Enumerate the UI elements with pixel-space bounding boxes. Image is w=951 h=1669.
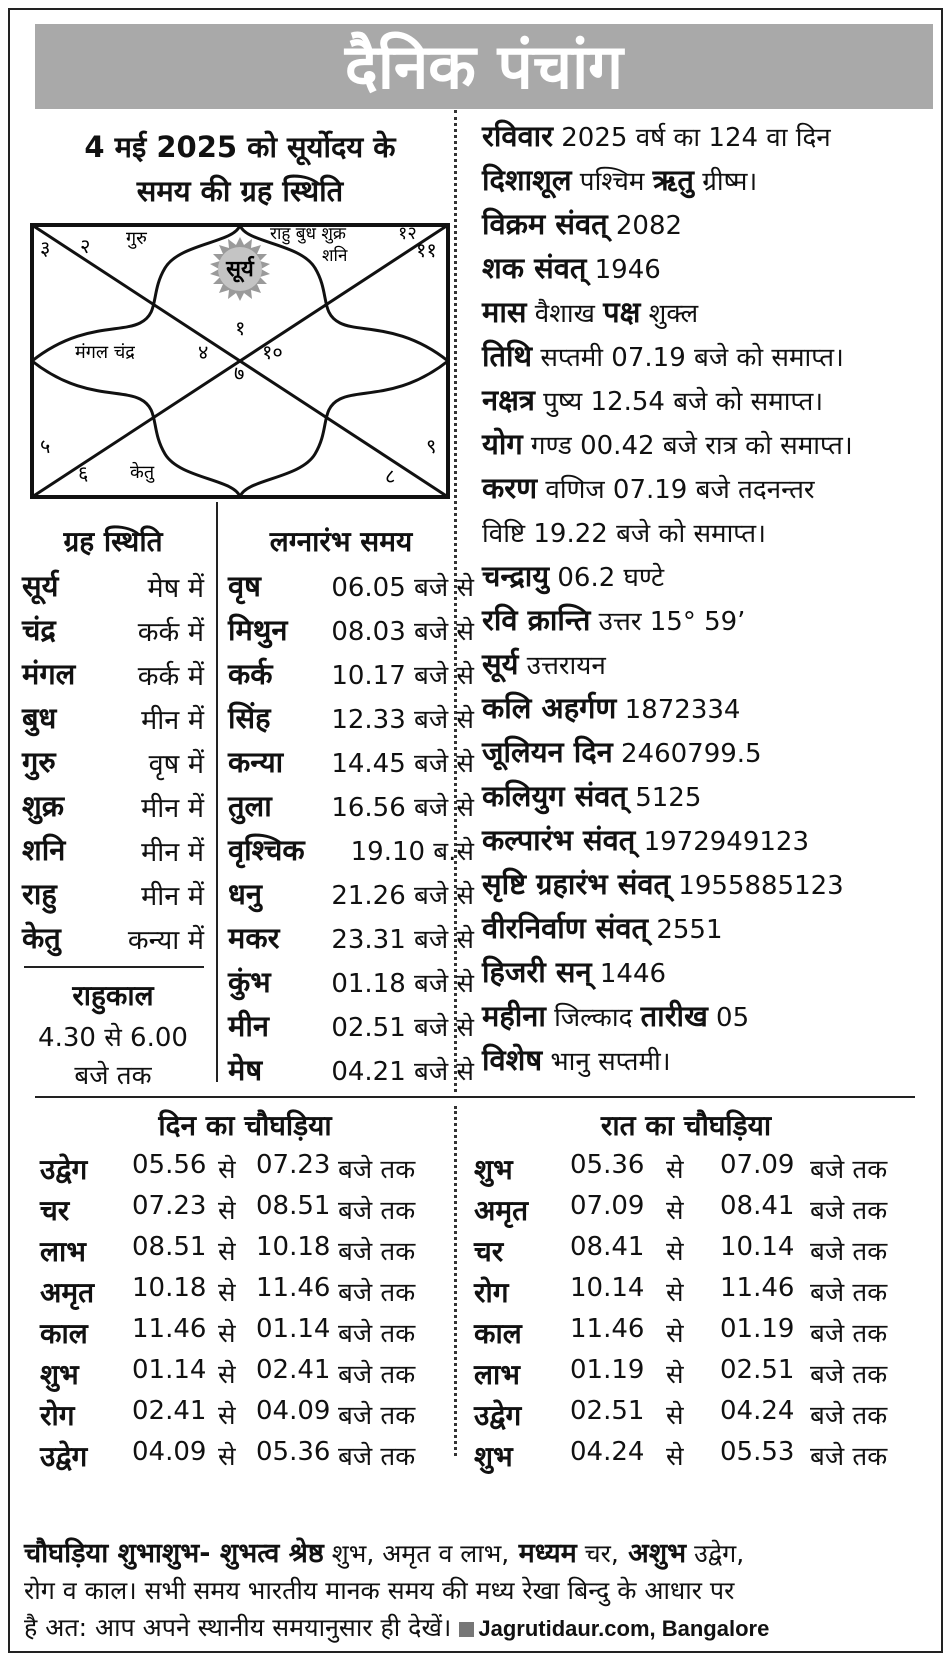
chogh-se: से — [218, 1360, 236, 1390]
chart-title-line2: समय की ग्रह स्थिति — [136, 174, 344, 208]
chogh-from: 04.09 — [132, 1437, 207, 1467]
night-choghadiya-row — [474, 1273, 924, 1313]
chogh-to: 04.09 — [256, 1396, 331, 1426]
grah-sign: कर्क में — [137, 661, 204, 692]
info-key: विशेष — [482, 1043, 543, 1077]
info-key: रविवार — [482, 119, 553, 153]
info-value: 2025 वर्ष का 124 वा दिन — [553, 123, 831, 153]
grah-name: बुध — [22, 701, 57, 735]
grah-sign: मीन में — [141, 705, 204, 736]
chogh-tak: बजे तक — [338, 1442, 416, 1472]
planet-house4: मंगल चंद्र — [75, 342, 135, 363]
day-choghadiya-row — [40, 1396, 450, 1436]
footer-lead: चौघड़िया शुभाशुभ- — [24, 1538, 211, 1569]
grah-sign: मीन में — [141, 837, 204, 868]
grah-row — [22, 742, 204, 787]
lagna-name: कुंभ — [228, 965, 271, 999]
info-value-2: शुक्ल — [640, 299, 699, 329]
info-row — [482, 422, 943, 468]
lagna-row — [228, 962, 474, 1007]
chogh-name: शुभ — [40, 1358, 79, 1391]
chogh-tak: बजे तक — [338, 1196, 416, 1226]
info-row — [482, 686, 943, 732]
footer-mid-text: चर, — [576, 1539, 619, 1568]
info-value: 1872334 — [616, 695, 741, 725]
info-key: तिथि — [482, 339, 533, 373]
lagna-time: 01.18 बजे से — [331, 969, 474, 999]
footer-credit: Jagrutidaur.com, Bangalore — [478, 1616, 770, 1641]
lagna-name: सिंह — [228, 701, 271, 735]
chogh-to: 02.41 — [256, 1355, 331, 1385]
chogh-from: 05.36 — [570, 1150, 645, 1180]
info-key-2: ऋतु — [652, 163, 694, 197]
chogh-to: 11.46 — [720, 1273, 795, 1303]
lagna-name: कन्या — [228, 745, 284, 779]
rahukaal-suffix: बजे तक — [74, 1061, 152, 1091]
info-value: पुष्य 12.54 बजे को समाप्त। — [534, 387, 824, 417]
info-key: विक्रम संवत् — [482, 207, 608, 241]
info-value-2: ग्रीष्म। — [693, 167, 758, 197]
chogh-from: 08.51 — [132, 1232, 207, 1262]
grah-sthiti-heading: ग्रह स्थिति — [63, 525, 163, 558]
chogh-se: से — [666, 1401, 684, 1431]
house-number-8: ८ — [385, 464, 396, 488]
house-number-10: १० — [262, 340, 283, 364]
chogh-to: 10.14 — [720, 1232, 795, 1262]
lagna-name: कर्क — [228, 657, 273, 691]
info-row — [482, 642, 943, 688]
chogh-se: से — [218, 1155, 236, 1185]
info-value: 1446 — [591, 959, 667, 989]
grah-sign: कन्या में — [127, 925, 204, 956]
footer-best-text: शुभ, अमृत व लाभ, — [323, 1539, 510, 1568]
chogh-name: उद्वेग — [40, 1440, 88, 1473]
info-key: करण — [482, 471, 538, 505]
chogh-tak: बजे तक — [338, 1360, 416, 1390]
chogh-name: काल — [40, 1317, 88, 1350]
grah-sign: मीन में — [141, 881, 204, 912]
info-value: भानु सप्तमी। — [542, 1047, 671, 1077]
info-value-2: 05 — [707, 1003, 750, 1033]
info-value: सप्तमी 07.19 बजे को समाप्त। — [532, 343, 844, 373]
night-choghadiya-row — [474, 1232, 924, 1272]
info-row — [482, 906, 943, 952]
house-number-1: १ — [235, 316, 246, 340]
day-choghadiya-row — [40, 1437, 450, 1477]
grah-name: शनि — [22, 833, 66, 867]
lagna-name: मेष — [228, 1053, 263, 1087]
chogh-tak: बजे तक — [810, 1401, 888, 1431]
house-number-3: ३ — [40, 236, 51, 260]
chogh-se: से — [666, 1319, 684, 1349]
info-key: महीना — [482, 999, 546, 1033]
lagna-time: 10.17 बजे से — [331, 661, 474, 691]
footer-bad-text: उद्वेग, — [686, 1539, 745, 1568]
info-row — [482, 378, 943, 424]
lagna-time: 04.21 बजे से — [331, 1057, 474, 1087]
info-row — [482, 994, 943, 1040]
info-key: कल्पारंभ संवत् — [482, 823, 636, 857]
night-choghadiya-row — [474, 1396, 924, 1436]
chogh-from: 08.41 — [570, 1232, 645, 1262]
lagna-name: मिथुन — [228, 613, 288, 647]
grah-row — [22, 566, 204, 611]
info-key: योग — [482, 427, 523, 461]
house-number-9: ९ — [426, 434, 437, 458]
chogh-to: 07.23 — [256, 1150, 331, 1180]
panchang-page — [8, 8, 943, 1653]
house-number-5: ५ — [40, 434, 51, 458]
lagna-row — [228, 1006, 474, 1051]
chogh-name: चर — [40, 1194, 70, 1227]
day-choghadiya-row — [40, 1314, 450, 1354]
chogh-se: से — [218, 1319, 236, 1349]
chogh-to: 02.51 — [720, 1355, 795, 1385]
info-value: 1955885123 — [670, 871, 844, 901]
info-key: सृष्टि ग्रहारंभ संवत् — [482, 867, 671, 901]
lagna-row — [228, 566, 474, 611]
lagna-time: 14.45 बजे से — [331, 749, 474, 779]
planet-house2: गुरु — [126, 228, 147, 249]
lagna-name: वृष — [228, 569, 261, 603]
lagna-time: 06.05 बजे से — [331, 573, 474, 603]
chogh-from: 02.51 — [570, 1396, 645, 1426]
info-row — [482, 114, 943, 160]
grah-row — [22, 830, 204, 875]
grah-row — [22, 874, 204, 919]
grah-sign: मीन में — [141, 793, 204, 824]
chogh-to: 01.19 — [720, 1314, 795, 1344]
lagna-time: 19.10 ब.से — [350, 837, 474, 867]
chogh-se: से — [218, 1196, 236, 1226]
choghadiya-vertical-divider — [454, 1106, 457, 1456]
chogh-se: से — [666, 1196, 684, 1226]
chogh-from: 07.23 — [132, 1191, 207, 1221]
lagna-time: 08.03 बजे से — [331, 617, 474, 647]
chogh-tak: बजे तक — [810, 1155, 888, 1185]
chogh-tak: बजे तक — [338, 1401, 416, 1431]
info-row — [482, 730, 943, 776]
grah-sign: वृष में — [148, 749, 204, 780]
info-value: 2460799.5 — [612, 739, 762, 769]
grah-name: केतु — [22, 921, 61, 955]
rahukaal-heading: राहुकाल — [72, 979, 154, 1012]
chogh-se: से — [218, 1442, 236, 1472]
chogh-from: 01.14 — [132, 1355, 207, 1385]
house-number-4: ४ — [198, 340, 209, 364]
chogh-name: उद्वेग — [474, 1399, 522, 1432]
grah-name: मंगल — [22, 657, 76, 691]
lagna-name: तुला — [228, 789, 272, 823]
info-value: पश्चिम — [571, 167, 653, 197]
square-bullet-icon — [459, 1622, 474, 1637]
chogh-se: से — [218, 1401, 236, 1431]
grah-name: चंद्र — [22, 613, 56, 647]
chogh-name: शुभ — [474, 1153, 513, 1186]
info-key: हिजरी सन् — [482, 955, 592, 989]
info-key: कलियुग संवत् — [482, 779, 627, 813]
chogh-from: 05.56 — [132, 1150, 207, 1180]
grah-name: राहु — [22, 877, 57, 911]
chogh-tak: बजे तक — [338, 1237, 416, 1267]
grah-sign: कर्क में — [137, 617, 204, 648]
info-value: 1946 — [586, 255, 661, 285]
info-value: 06.2 घण्टे — [549, 563, 665, 593]
info-value: 2082 — [607, 211, 683, 241]
info-row — [482, 774, 943, 820]
info-value: वैशाख — [526, 299, 604, 329]
chogh-name: लाभ — [474, 1358, 520, 1391]
lagna-name: वृश्चिक — [228, 833, 305, 867]
chart-title-line1: 4 मई 2025 को सूर्योदय के — [84, 130, 396, 164]
chogh-se: से — [218, 1278, 236, 1308]
house-number-12: १२ — [398, 223, 417, 244]
house-number-2: २ — [80, 234, 91, 258]
chogh-name: लाभ — [40, 1235, 86, 1268]
grah-row — [22, 918, 204, 963]
lagna-row — [228, 610, 474, 655]
chogh-se: से — [666, 1442, 684, 1472]
grah-name: शुक्र — [22, 789, 64, 823]
day-choghadiya-row — [40, 1355, 450, 1395]
lagna-time: 12.33 बजे से — [331, 705, 474, 735]
info-row — [482, 334, 943, 380]
house-number-7: ७ — [234, 361, 245, 385]
chogh-tak: बजे तक — [810, 1196, 888, 1226]
day-choghadiya-row — [40, 1232, 450, 1272]
lagna-name: धनु — [228, 877, 262, 911]
info-value: उत्तरायन — [518, 651, 606, 681]
grah-name: गुरु — [22, 745, 56, 779]
banner-title: दैनिक पंचांग — [35, 24, 933, 109]
info-row — [482, 466, 943, 512]
info-key-2: तारीख — [640, 999, 708, 1033]
lagna-row — [228, 874, 474, 919]
chogh-tak: बजे तक — [338, 1319, 416, 1349]
info-row — [482, 202, 943, 248]
house-number-6: ६ — [78, 461, 89, 485]
chogh-from: 04.24 — [570, 1437, 645, 1467]
chogh-to: 11.46 — [256, 1273, 331, 1303]
info-row — [482, 510, 943, 556]
day-choghadiya-row — [40, 1150, 450, 1190]
grah-name: सूर्य — [22, 569, 59, 603]
chogh-name: चर — [474, 1235, 504, 1268]
rahukaal-divider — [24, 966, 204, 968]
night-choghadiya-heading: रात का चौघड़िया — [600, 1109, 772, 1142]
info-row — [482, 290, 943, 336]
info-key: मास — [482, 295, 527, 329]
info-value: विष्टि 19.22 बजे को समाप्त। — [482, 519, 766, 549]
chogh-tak: बजे तक — [810, 1360, 888, 1390]
day-choghadiya-row — [40, 1191, 450, 1231]
footer-mid-label: मध्यम — [509, 1538, 577, 1569]
chogh-tak: बजे तक — [810, 1278, 888, 1308]
info-value: वणिज 07.19 बजे तदनन्तर — [537, 475, 815, 505]
info-key: दिशाशूल — [482, 163, 572, 197]
info-row — [482, 950, 943, 996]
lagna-row — [228, 830, 474, 875]
house-number-11: ११ — [416, 238, 437, 262]
lagna-row — [228, 654, 474, 699]
night-choghadiya-row — [474, 1355, 924, 1395]
chogh-name: अमृत — [474, 1194, 529, 1227]
chogh-tak: बजे तक — [338, 1155, 416, 1185]
footer-note — [24, 1535, 942, 1647]
grah-sign: मेष में — [147, 573, 204, 604]
lagna-row — [228, 1050, 474, 1095]
kundli-chart — [30, 223, 450, 499]
info-row — [482, 1038, 943, 1084]
chogh-to: 01.14 — [256, 1314, 331, 1344]
footer-line3-text: है अत: आप अपने स्थानीय समयानुसार ही देखें। — [24, 1613, 452, 1642]
info-key: सूर्य — [482, 647, 519, 681]
chogh-name: शुभ — [474, 1440, 513, 1473]
info-key: कलि अहर्गण — [482, 691, 617, 725]
night-choghadiya-row — [474, 1314, 924, 1354]
info-key: रवि क्रान्ति — [482, 603, 591, 637]
info-value: गण्ड 00.42 बजे रात्र को समाप्त। — [522, 431, 853, 461]
footer-bad-label: अशुभ — [618, 1538, 687, 1569]
chogh-name: अमृत — [40, 1276, 95, 1309]
info-row — [482, 818, 943, 864]
info-key: नक्षत्र — [482, 383, 535, 417]
chogh-se: से — [666, 1278, 684, 1308]
info-row — [482, 554, 943, 600]
chogh-from: 11.46 — [570, 1314, 645, 1344]
planet-surya: सूर्य — [226, 257, 254, 282]
lagna-time: 02.51 बजे से — [331, 1013, 474, 1043]
chogh-from: 11.46 — [132, 1314, 207, 1344]
lagna-heading: लग्नारंभ समय — [269, 525, 413, 558]
planet-house12-b: शनि — [322, 246, 348, 266]
planet-house6: केतु — [130, 462, 155, 483]
chogh-name: काल — [474, 1317, 522, 1350]
info-key: जूलियन दिन — [482, 735, 613, 769]
chogh-name: रोग — [40, 1399, 75, 1432]
info-row — [482, 246, 943, 292]
grah-row — [22, 698, 204, 743]
chogh-se: से — [218, 1237, 236, 1267]
chogh-from: 02.41 — [132, 1396, 207, 1426]
planet-house12-a: राहु बुध शुक्र — [270, 224, 346, 244]
info-value: 5125 — [626, 783, 702, 813]
chogh-to: 07.09 — [720, 1150, 795, 1180]
lagna-row — [228, 742, 474, 787]
night-choghadiya-row — [474, 1437, 924, 1477]
chogh-tak: बजे तक — [810, 1442, 888, 1472]
day-choghadiya-heading: दिन का चौघड़िया — [158, 1109, 332, 1142]
chart-title — [30, 125, 450, 213]
info-value: उत्तर 15° 59’ — [590, 607, 746, 637]
chogh-to: 10.18 — [256, 1232, 331, 1262]
chogh-from: 10.14 — [570, 1273, 645, 1303]
info-row — [482, 158, 943, 204]
info-value: 1972949123 — [635, 827, 809, 857]
chogh-name: रोग — [474, 1276, 509, 1309]
chogh-tak: बजे तक — [810, 1237, 888, 1267]
chogh-from: 01.19 — [570, 1355, 645, 1385]
chogh-to: 05.36 — [256, 1437, 331, 1467]
lagna-time: 21.26 बजे से — [331, 881, 474, 911]
chogh-to: 04.24 — [720, 1396, 795, 1426]
lagna-row — [228, 698, 474, 743]
chogh-from: 10.18 — [132, 1273, 207, 1303]
info-key-2: पक्ष — [603, 295, 641, 329]
lagna-time: 16.56 बजे से — [331, 793, 474, 823]
night-choghadiya-row — [474, 1191, 924, 1231]
lagna-time: 23.31 बजे से — [331, 925, 474, 955]
info-key: शक संवत् — [482, 251, 587, 285]
info-value: 2551 — [648, 915, 723, 945]
grah-lagna-divider — [216, 502, 218, 1082]
chogh-se: से — [666, 1237, 684, 1267]
info-key: वीरनिर्वाण संवत् — [482, 911, 649, 945]
chogh-to: 08.51 — [256, 1191, 331, 1221]
chogh-tak: बजे तक — [810, 1319, 888, 1349]
grah-row — [22, 786, 204, 831]
lagna-row — [228, 786, 474, 831]
lagna-name: मकर — [228, 921, 280, 955]
lagna-row — [228, 918, 474, 963]
info-value: जिल्काद — [545, 1003, 641, 1033]
chogh-se: से — [666, 1155, 684, 1185]
info-key: चन्द्रायु — [482, 559, 550, 593]
footer-line3 — [24, 1609, 942, 1647]
rahukaal-time: 4.30 से 6.00 — [38, 1023, 188, 1053]
lagna-name: मीन — [228, 1009, 269, 1043]
footer-line2: रोग व काल। सभी समय भारतीय मानक समय की मध्य रेखा बिन्दु के आधार पर — [24, 1576, 735, 1605]
footer-line1 — [24, 1535, 942, 1572]
choghadiya-divider — [35, 1096, 915, 1098]
night-choghadiya-row — [474, 1150, 924, 1190]
grah-row — [22, 610, 204, 655]
chogh-name: उद्वेग — [40, 1153, 88, 1186]
chogh-tak: बजे तक — [338, 1278, 416, 1308]
chogh-se: से — [666, 1360, 684, 1390]
info-row — [482, 862, 943, 908]
footer-best-label: शुभत्व श्रेष्ठ — [210, 1538, 324, 1569]
chogh-to: 05.53 — [720, 1437, 795, 1467]
chogh-from: 07.09 — [570, 1191, 645, 1221]
grah-row — [22, 654, 204, 699]
info-row — [482, 598, 943, 644]
day-choghadiya-row — [40, 1273, 450, 1313]
chogh-to: 08.41 — [720, 1191, 795, 1221]
